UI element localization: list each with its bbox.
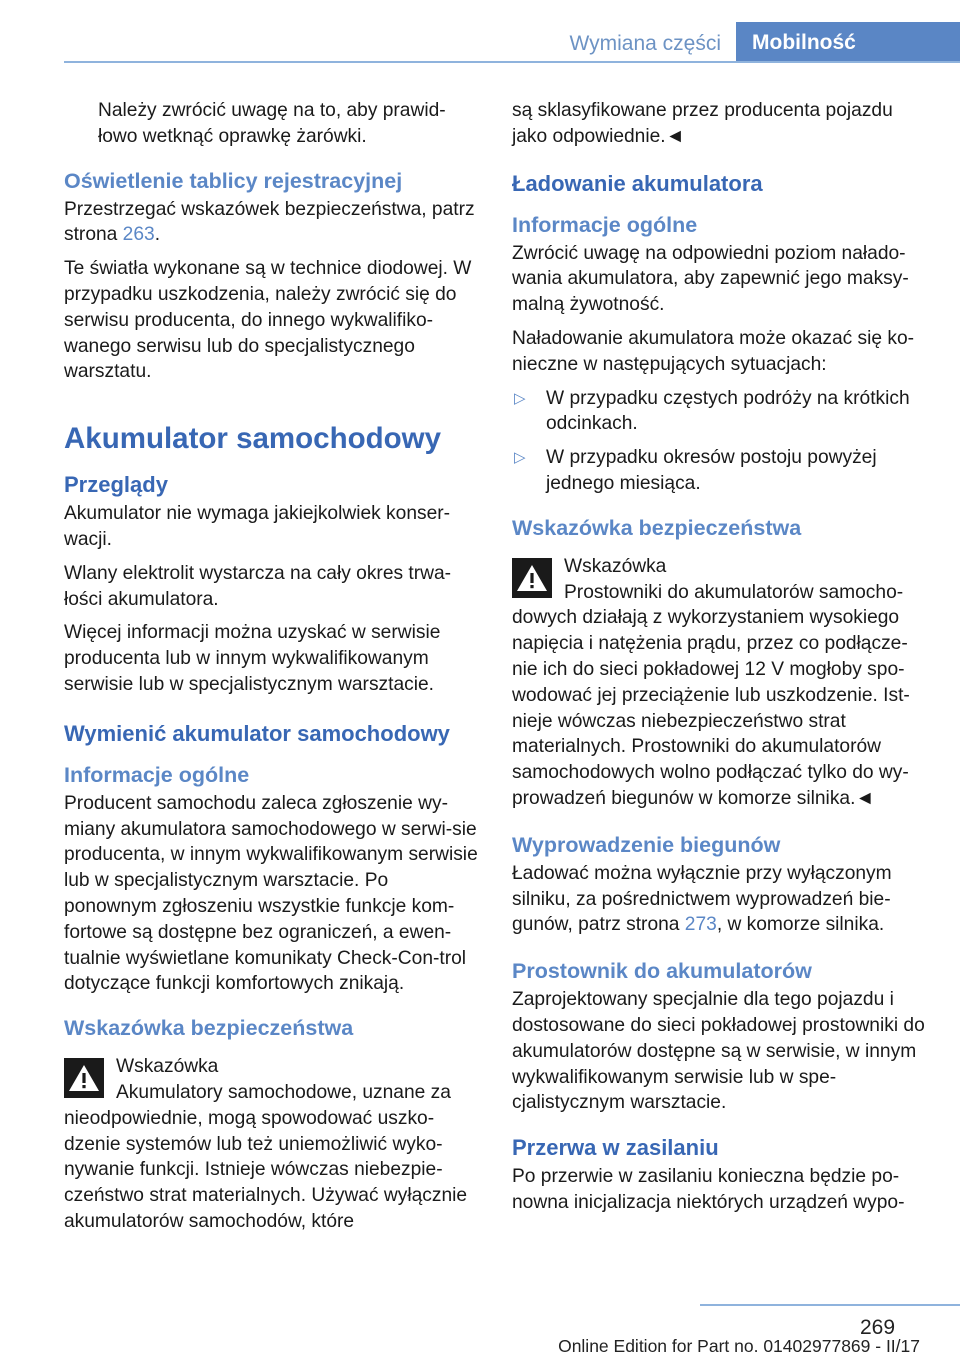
maintenance-paragraph-3: Więcej informacji można uzyskać w serwisie producenta lub w innym wykwalifikowanym serwisie lub w specjalistycznym warsztacie.	[64, 622, 441, 695]
battery-heading: Akumulator samochodowy	[64, 422, 442, 456]
list-item	[512, 386, 926, 438]
warning-label: Wskazówka	[116, 1056, 219, 1078]
safety-note-heading: Wskazówka bezpieczeństwa	[64, 1016, 354, 1041]
warning-label: Wskazówka	[564, 555, 667, 577]
poles-heading: Wyprowadzenie biegunów	[512, 832, 781, 857]
page-reference-link[interactable]: 273	[684, 914, 717, 936]
bullet-triangle-icon: ▷	[514, 449, 526, 467]
bullet-triangle-icon: ▷	[514, 389, 526, 407]
warning-text: Akumulatory samochodowe, uznane za nieodpowiednie, mogą spowodować uszko‐dzenie systemów lub też uniemożliwić wyko‐nywanie funkcji. Istnieje wówczas niebezpie‐czeństwo strat materialnych. Używać wyłącznie akumulatorów samochodów, które	[64, 1081, 468, 1232]
intro-paragraph: Należy zwrócić uwagę na to, aby prawid‐łowo wetknąć oprawkę żarówki.	[98, 100, 446, 147]
list-item-text: W przypadku okresów postoju powyżej jednego miesiąca.	[546, 447, 877, 494]
warning-box	[64, 1054, 478, 1235]
replace-battery-heading: Wymienić akumulator samochodowy	[64, 720, 450, 746]
page-number: 269	[860, 1316, 896, 1339]
charging-heading: Ładowanie akumulatora	[512, 170, 763, 196]
general-info-heading: Informacje ogólne	[64, 762, 250, 787]
maintenance-paragraph-2: Wlany elektrolit wystarcza na cały okres trwa‐łości akumulatora.	[64, 562, 452, 610]
plate-light-text: Przestrzegać wskazówek bezpieczeństwa, patrz strona	[64, 198, 475, 246]
poles-text-end: , w komorze silnika.	[716, 914, 885, 936]
maintenance-paragraph-1: Akumulator nie wymaga jakiejkolwiek konser‐wacji.	[64, 503, 451, 550]
poles-text: Ładować można wyłącznie przy wyłączonym silniku, za pośrednictwem wyprowadzeń bie‐gunów, patrz strona	[512, 862, 892, 936]
plate-light-paragraph-1	[64, 197, 478, 249]
footer-rule	[700, 1304, 960, 1306]
charger-heading: Prostownik do akumulatorów	[512, 959, 812, 984]
warning-text: Prostowniki do akumulatorów samocho‐dowych działają z wykorzystaniem wysokiego napięcia i natężenia prądu, przez co podłącze‐nie ich do sieci pokładowej 12 V mogłoby spo‐wodować jej przeciążenie lub uszkodzenie. Ist‐nieje wówczas niebezpieczeństwo strat materialnych. Prostowniki do akumulatorów samochodowych wolno podłączać tylko do wy‐prowadzeń biegunów w komorze silnika.◄	[512, 581, 910, 809]
power-outage-heading: Przerwa w zasilaniu	[512, 1135, 719, 1161]
header-chapter-tab[interactable]: Mobilność	[736, 22, 960, 63]
charging-general-heading: Informacje ogólne	[512, 212, 698, 237]
plate-light-paragraph-2: Te światła wykonane są w technice diodowej. W przypadku uszkodzenia, należy zwrócić się do serwisu producenta, do innego wykwalifiko‐wanego serwisu lub do specjalistycznego warsztatu.	[64, 258, 472, 383]
continued-paragraph: są sklasyfikowane przez producenta pojazdu jako odpowiednie.◄	[512, 100, 893, 147]
header-section-title: Wymiana części	[569, 32, 721, 55]
charging-paragraph-2: Naładowanie akumulatora może okazać się ko‐nieczne w następujących sytuacjach:	[512, 327, 915, 375]
header-rule	[64, 61, 960, 63]
right-column	[512, 98, 926, 1224]
general-info-paragraph: Producent samochodu zaleca zgłoszenie wy‐miany akumulatora samochodowego w serwi‐sie producenta, w innym wykwalifikowanym serwisie lub w specjalistycznym warsztacie. Po ponownym zgłoszeniu wszystkie funkcje kom‐fortowe są dostępne bez ograniczeń, a ewen‐tualnie wyświetlane komunikaty Check-Con‐trol dotyczące funkcji komfortowych znikają.	[64, 792, 478, 995]
charging-situations-list	[512, 386, 926, 497]
plate-light-text-end: .	[154, 224, 161, 246]
maintenance-heading: Przeglądy	[64, 472, 168, 498]
poles-paragraph	[512, 861, 926, 938]
warning-box	[512, 554, 926, 812]
charger-paragraph: Zaprojektowany specjalnie dla tego pojazdu i dostosowane do sieci pokładowej prostowniki do akumulatorów dostępne są w serwisie, w innym wykwalifikowanym serwisie lub w spe‐cjalistycznym warsztacie.	[512, 989, 925, 1114]
charging-paragraph-1: Zwrócić uwagę na odpowiedni poziom nałado‐wania akumulatora, aby zapewnić jego maksy‐malną żywotność.	[512, 242, 909, 316]
power-outage-paragraph: Po przerwie w zasilaniu konieczna będzie po‐nowna inicjalizacja niektórych urządzeń wypo‐	[512, 1166, 905, 1213]
list-item	[512, 445, 926, 497]
charging-safety-heading: Wskazówka bezpieczeństwa	[512, 515, 802, 540]
warning-triangle-icon	[512, 558, 552, 598]
page-reference-link[interactable]: 263	[122, 224, 155, 246]
edition-note: Online Edition for Part no. 01402977869 - II/17	[558, 1336, 920, 1356]
plate-light-heading: Oświetlenie tablicy rejestracyjnej	[64, 168, 403, 193]
left-column	[64, 98, 478, 1243]
list-item-text: W przypadku częstych podróży na krótkich odcinkach.	[546, 387, 910, 435]
warning-triangle-icon	[64, 1058, 104, 1098]
